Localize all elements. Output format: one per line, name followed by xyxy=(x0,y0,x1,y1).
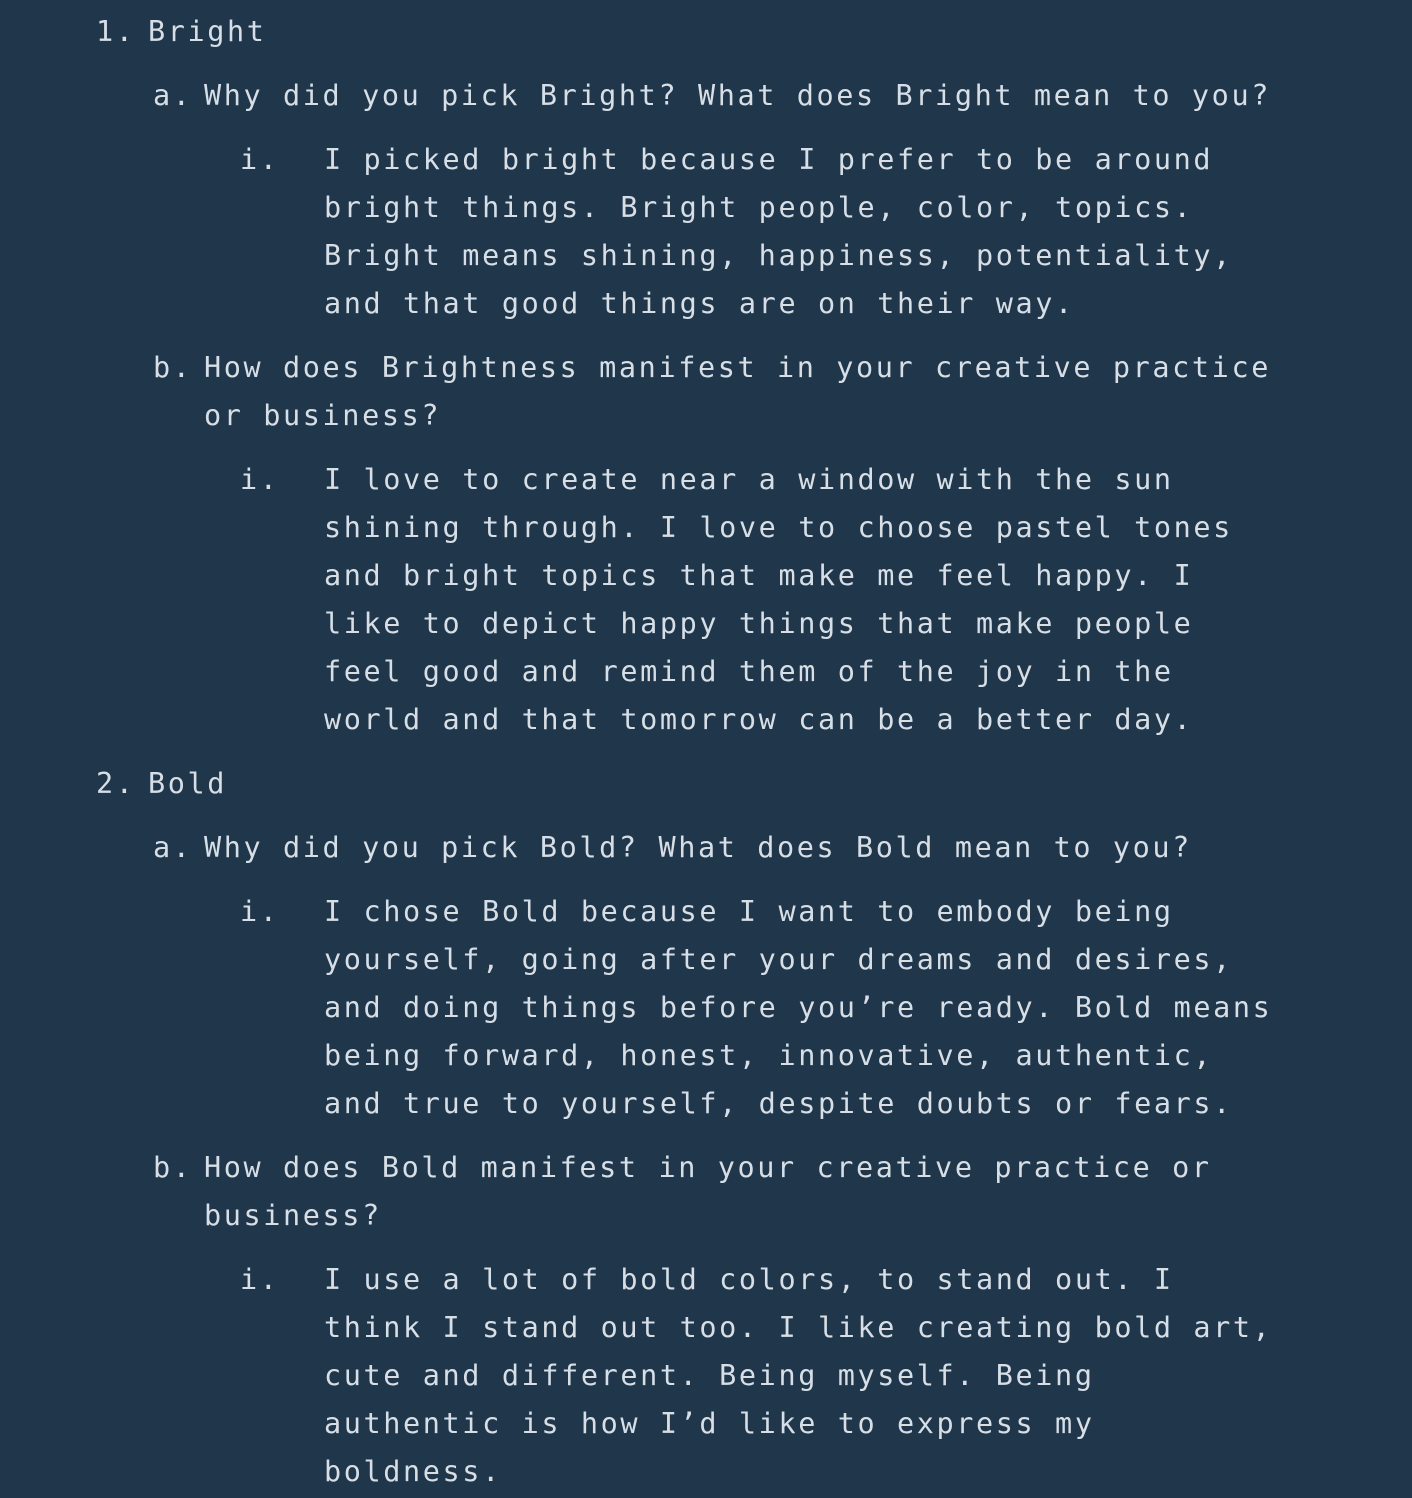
answer-text: I use a lot of bold colors, to stand out. I think I stand out too. I like creating bold art, cute and different. Being myself. Being authentic is how I’d like to express my boldness. xyxy=(324,1263,1273,1488)
question-letter: a. xyxy=(153,831,193,864)
item-number: 2. xyxy=(96,767,136,800)
item-number: 1. xyxy=(96,15,136,48)
answer-text: I chose Bold because I want to embody being yourself, going after your dreams and desires, and doing things before you’re ready. Bold means being forward, honest, innovative, authentic, and true to yourself, despite doubts or fears. xyxy=(324,895,1273,1120)
answer-numeral: i. xyxy=(240,895,280,928)
question-text: Why did you pick Bright? What does Bright mean to you? xyxy=(204,79,1271,112)
item-title: Bright xyxy=(148,15,267,48)
answer-numeral: i. xyxy=(240,1263,280,1296)
question-text: How does Bold manifest in your creative practice or business? xyxy=(204,1151,1212,1232)
question-text: How does Brightness manifest in your creative practice or business? xyxy=(204,351,1271,432)
question-letter: b. xyxy=(153,1151,193,1184)
answer-numeral: i. xyxy=(240,143,280,176)
answer-text: I picked bright because I prefer to be around bright things. Bright people, color, topics. Bright means shining, happiness, potentiality, and that good things are on their way. xyxy=(324,143,1233,320)
question-text: Why did you pick Bold? What does Bold mean to you? xyxy=(204,831,1192,864)
question-letter: a. xyxy=(153,79,193,112)
answer-text: I love to create near a window with the sun shining through. I love to choose pastel tones and bright topics that make me feel happy. I like to depict happy things that make people feel good and remind them of the joy in the world and that tomorrow can be a better day. xyxy=(324,463,1233,736)
item-title: Bold xyxy=(148,767,228,800)
question-letter: b. xyxy=(153,351,193,384)
answer-numeral: i. xyxy=(240,463,280,496)
